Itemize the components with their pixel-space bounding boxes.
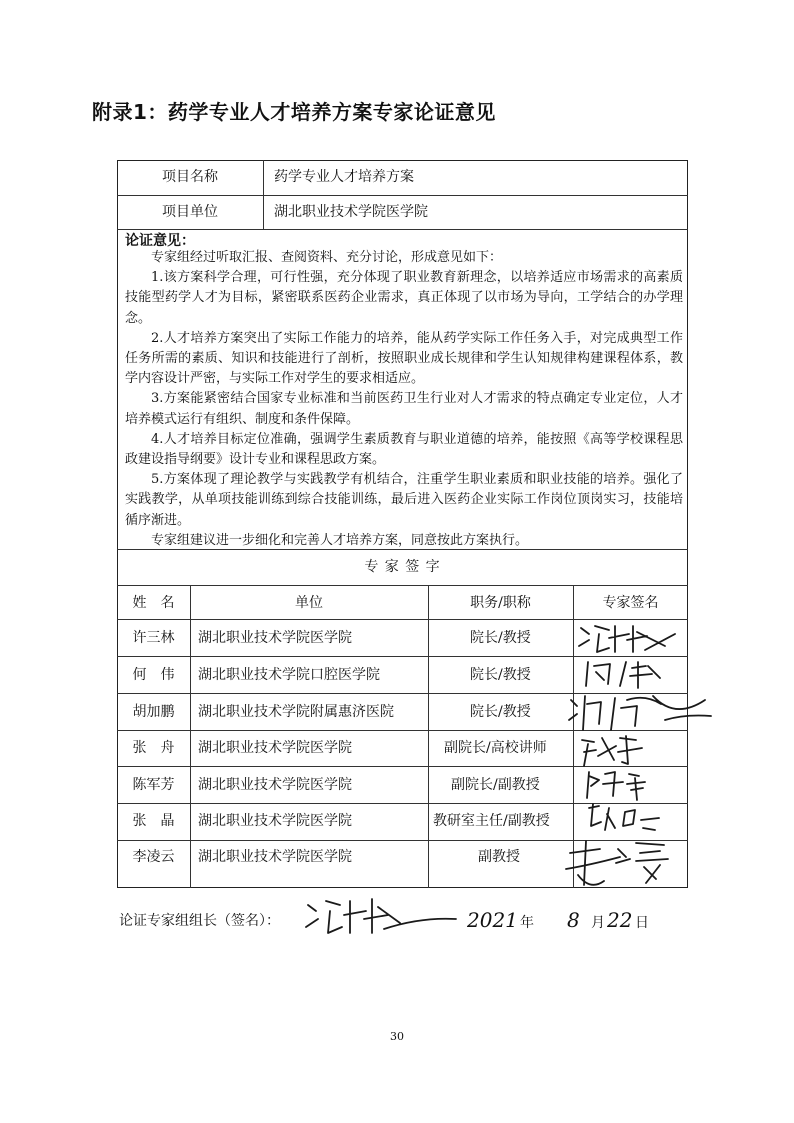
opinion-paragraph: 专家组经过听取汇报、查阅资料、充分讨论，形成意见如下： (151, 250, 503, 265)
expert-signature (578, 730, 668, 770)
expert-signature (560, 835, 690, 895)
column-divider (428, 585, 429, 888)
date-month-unit: 月 (591, 915, 605, 931)
expert-unit: 湖北职业技术学院医学院 (198, 740, 352, 756)
row-divider (117, 229, 688, 230)
header-signature: 专家签名 (602, 595, 659, 611)
expert-name: 何 伟 (132, 667, 175, 683)
date-month: 8 (567, 908, 580, 932)
header-name: 姓 名 (132, 595, 175, 611)
row-divider (117, 585, 688, 586)
date-year-unit: 年 (520, 915, 534, 931)
opinion-body (125, 248, 683, 551)
expert-unit: 湖北职业技术学院口腔医学院 (198, 667, 380, 683)
row-divider (117, 195, 688, 196)
project-name-value: 药学专业人才培养方案 (274, 169, 414, 185)
expert-title: 副教授 (478, 849, 520, 865)
page-title: 附录1：药学专业人才培养方案专家论证意见 (92, 100, 496, 124)
expert-name: 许三林 (132, 630, 175, 646)
expert-unit: 湖北职业技术学院医学院 (198, 630, 352, 646)
expert-title: 院长/教授 (470, 667, 531, 683)
expert-title: 院长/教授 (470, 630, 531, 646)
expert-signature (575, 620, 685, 656)
header-title: 职务/职称 (470, 595, 531, 611)
expert-name: 张 晶 (132, 813, 175, 829)
project-unit-value: 湖北职业技术学院医学院 (274, 204, 428, 220)
expert-unit: 湖北职业技术学院医学院 (198, 849, 352, 865)
column-divider (190, 585, 191, 888)
expert-unit: 湖北职业技术学院医学院 (198, 813, 352, 829)
header-unit: 单位 (295, 595, 323, 611)
project-name-label: 项目名称 (162, 169, 218, 185)
opinion-paragraph: 2.人才培养方案突出了实际工作能力的培养，能从药学实际工作任务入手，对完成典型工作任务所需的素质、知识和技能进行了剖析，按照职业成长规律和学生认知规律构建课程体系，教学内容设计严密，与实际工作对学生的要求相适应。 (125, 330, 683, 387)
leader-signature-label: 论证专家组组长（签名）： (119, 913, 280, 929)
opinion-paragraph: 5.方案体现了理论教学与实践教学有机结合，注重学生职业素质和职业技能的培养。强化了实践教学，从单项技能训练到综合技能训练，最后进入医药企业实际工作岗位顶岗实习，技能培循序渐进。 (125, 472, 683, 528)
section-divider (117, 549, 688, 550)
expert-name: 张 舟 (132, 740, 175, 756)
signature-section-title: 专 家 签 字 (364, 559, 441, 575)
opinion-paragraph: 1.该方案科学合理，可行性强，充分体现了职业教育新理念，以培养适应市场需求的高素质技能型药学人才为目标，紧密联系医药企业需求，真正体现了以市场为导向，工学结合的办学理念。 (125, 270, 683, 326)
expert-name: 胡加鹏 (132, 704, 175, 720)
expert-title: 教研室主任/副教授 (433, 813, 550, 829)
expert-signature (580, 656, 680, 692)
expert-name: 李凌云 (132, 849, 175, 865)
opinion-paragraph: 专家组建议进一步细化和完善人才培养方案，同意按此方案执行。 (151, 532, 529, 548)
date-year: 2021 (467, 908, 518, 932)
opinion-heading: 论证意见： (125, 233, 195, 249)
project-unit-label: 项目单位 (162, 204, 218, 220)
expert-title: 副院长/副教授 (451, 777, 540, 793)
expert-title: 副院长/高校讲师 (444, 740, 547, 756)
column-divider (263, 160, 264, 229)
expert-signature (583, 766, 673, 804)
leader-signature (300, 893, 460, 941)
expert-title: 院长/教授 (470, 704, 531, 720)
expert-unit: 湖北职业技术学院附属惠济医院 (198, 704, 394, 720)
date-day-unit: 日 (635, 915, 649, 931)
opinion-paragraph: 4.人才培养目标定位准确，强调学生素质教育与职业道德的培养，能按照《高等学校课程思政建设指导纲要》设计专业和课程思政方案。 (125, 431, 683, 468)
page-number: 30 (390, 1030, 404, 1043)
expert-name: 陈军芳 (132, 777, 175, 793)
opinion-paragraph: 3.方案能紧密结合国家专业标准和当前医药卫生行业对人才需求的特点确定专业定位，人才培养模式运行有组织、制度和条件保障。 (125, 391, 683, 427)
date-day: 22 (607, 908, 633, 932)
expert-unit: 湖北职业技术学院医学院 (198, 777, 352, 793)
